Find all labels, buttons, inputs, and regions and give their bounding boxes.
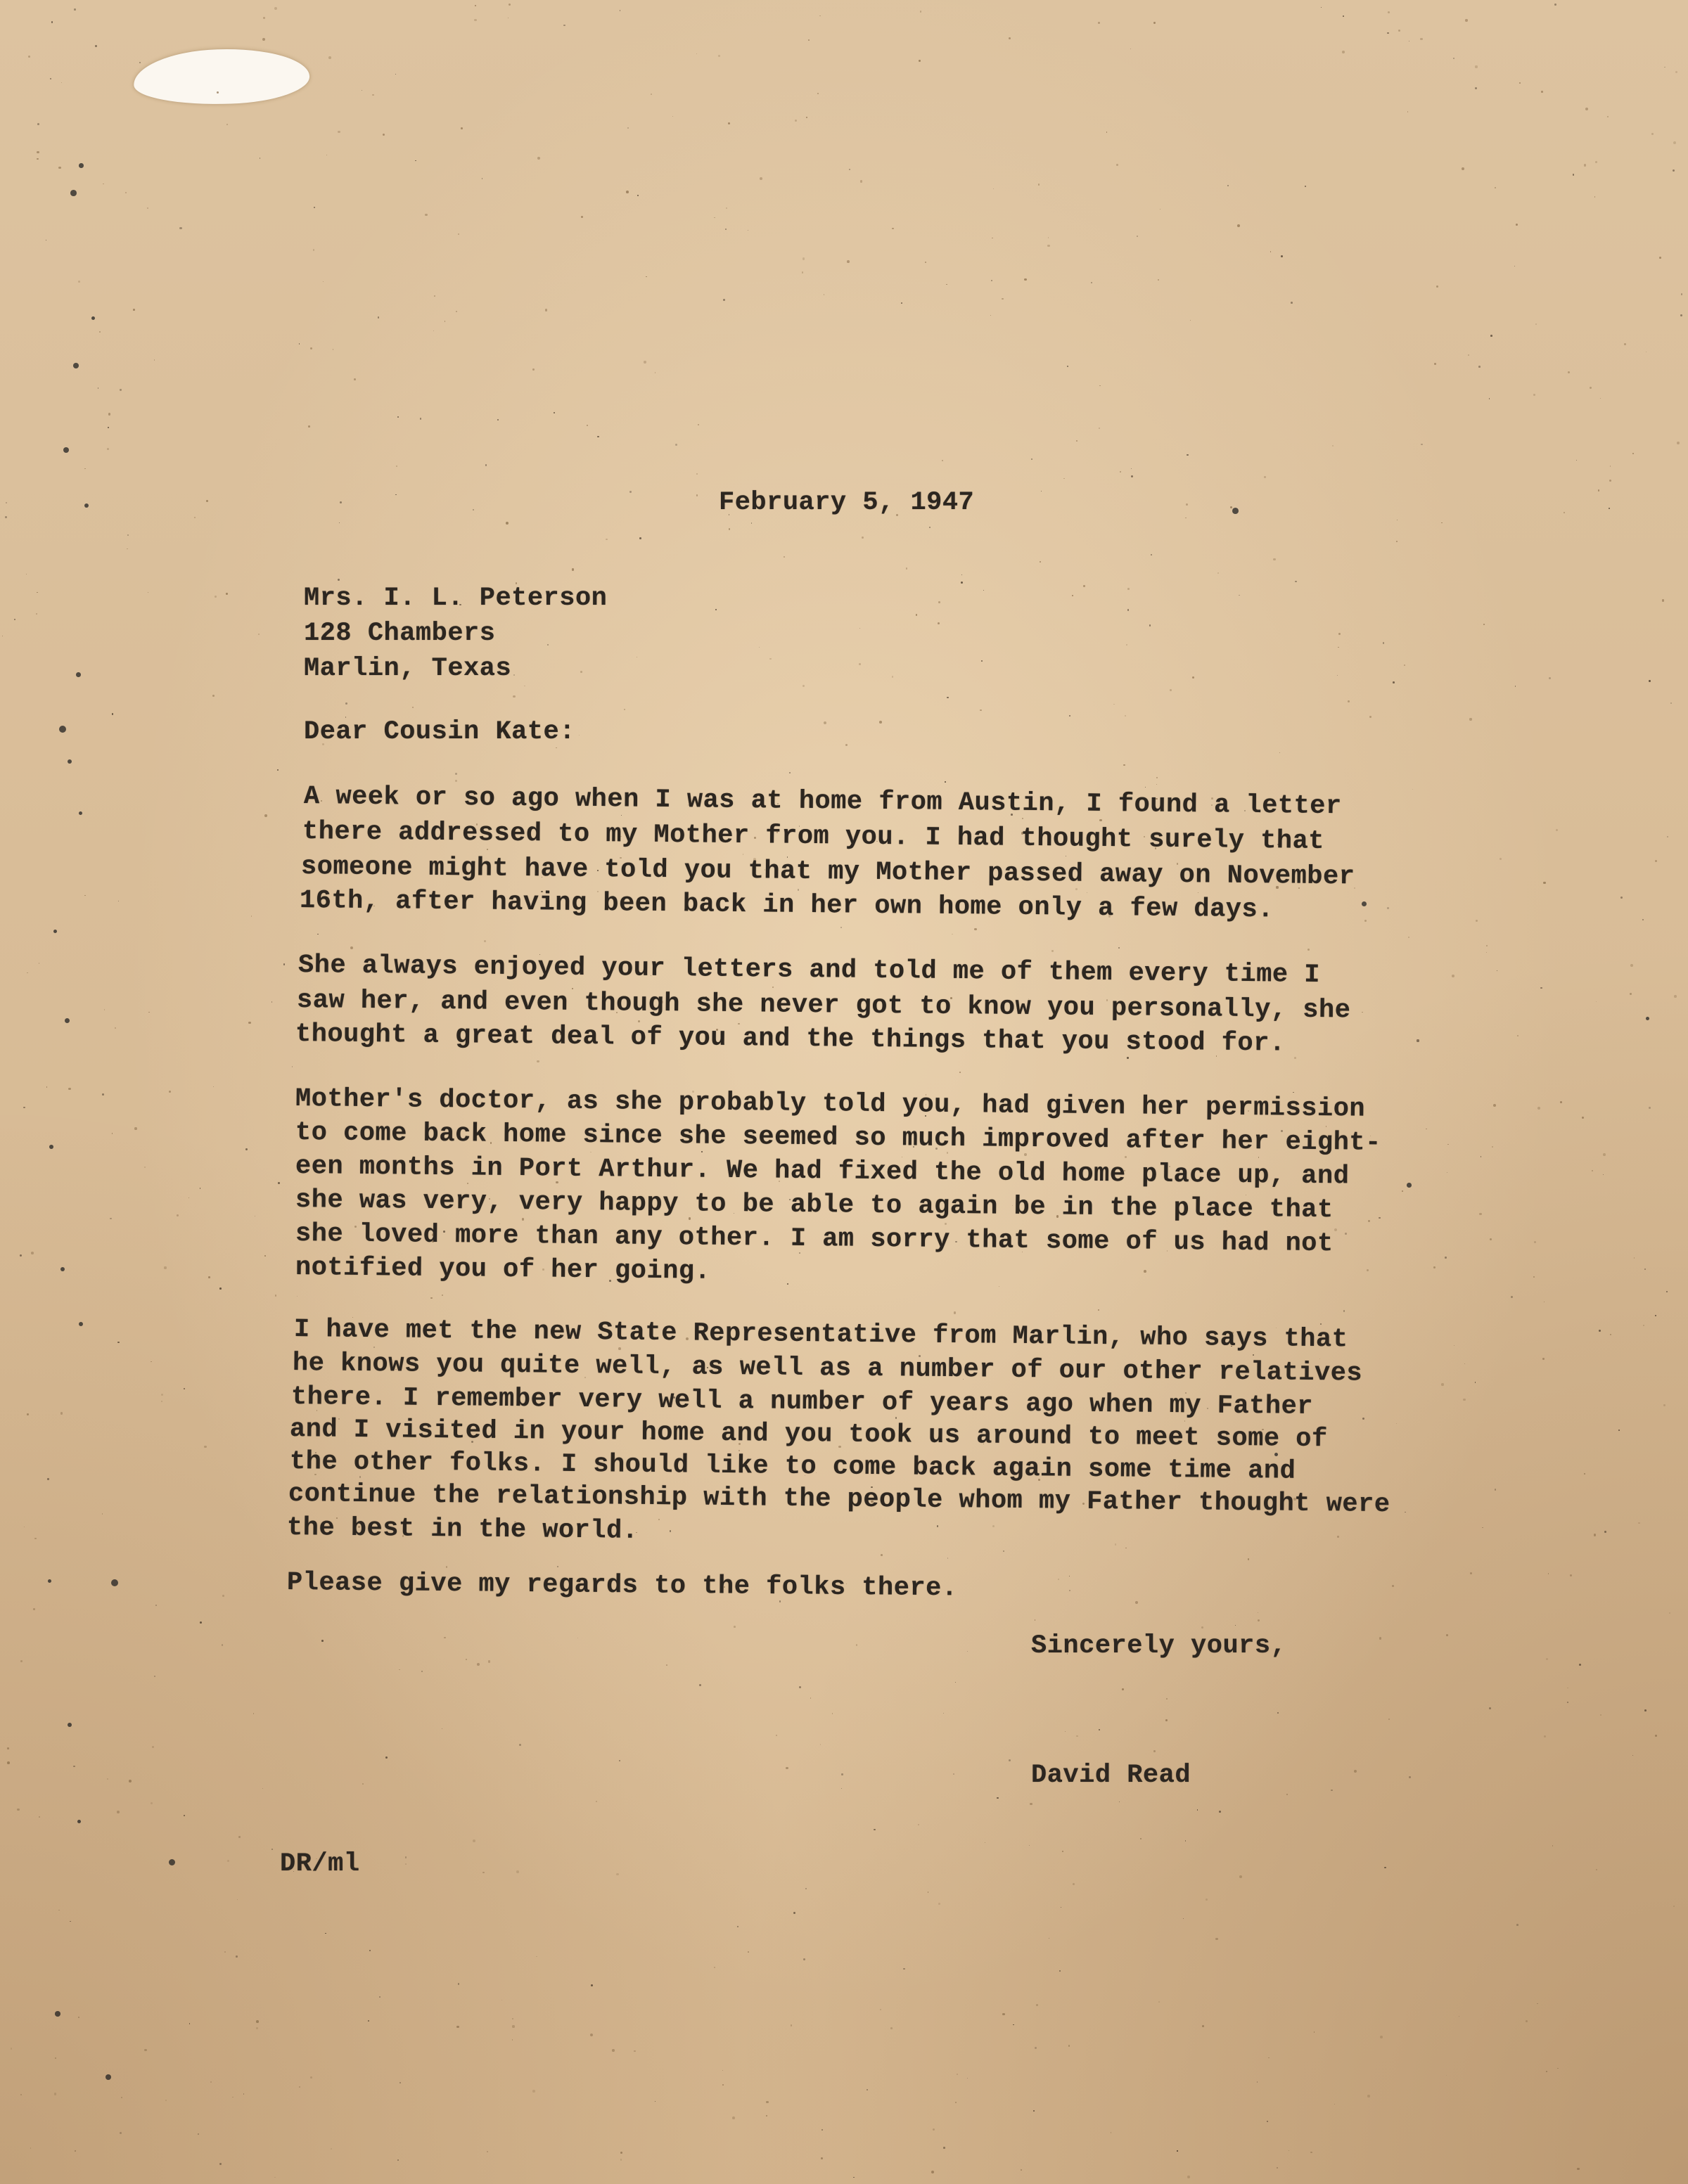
paragraph-4-line-2: he knows you quite well, as well as a number of our other relatives [292, 1349, 1363, 1389]
paragraph-4-line-7: the best in the world. [286, 1513, 639, 1546]
paragraph-5-line-1: Please give my regards to the folks there. [286, 1568, 958, 1604]
paragraph-3-line-1: Mother's doctor, as she probably told you, had given her permission [295, 1084, 1366, 1124]
paragraph-4-line-1: I have met the new State Representative from Marlin, who says that [293, 1315, 1348, 1355]
paragraph-3-line-4: she was very, very happy to be able to again be in the place that [295, 1186, 1334, 1226]
recipient-street: 128 Chambers [304, 619, 496, 648]
paragraph-3-line-2: to come back home since she seemed so much improved after her eight- [295, 1118, 1381, 1158]
paragraph-1-line-1: A week or so ago when I was at home from Austin, I found a letter [303, 782, 1342, 822]
closing: Sincerely yours, [1031, 1631, 1287, 1661]
recipient-name: Mrs. I. L. Peterson [304, 584, 608, 613]
paragraph-3-line-6: notified you of her going. [295, 1253, 711, 1287]
paragraph-4-line-4: and I visited in your home and you took us around to meet some of [289, 1415, 1328, 1455]
signature-name: David Read [1031, 1761, 1191, 1790]
paragraph-2-line-2: saw her, and even though she never got to know you personally, she [296, 986, 1351, 1026]
salutation: Dear Cousin Kate: [304, 717, 575, 747]
letter-date: February 5, 1947 [719, 488, 975, 518]
paragraph-3-line-5: she loved more than any other. I am sorry that some of us had not [295, 1219, 1334, 1259]
paragraph-2-line-3: thought a great deal of you and the things that you stood for. [295, 1020, 1286, 1059]
paragraph-1-line-3: someone might have told you that my Mother passed away on November [300, 852, 1355, 892]
paragraph-1-line-4: 16th, after having been back in her own home only a few days. [299, 886, 1274, 925]
paragraph-2-line-1: She always enjoyed your letters and told me of them every time I [298, 951, 1321, 990]
paragraph-1-line-2: there addressed to my Mother from you. I had thought surely that [302, 817, 1325, 856]
paragraph-4-line-6: continue the relationship with the people whom my Father thought were [288, 1479, 1390, 1520]
paragraph-4-line-3: there. I remember very well a number of years ago when my Father [290, 1382, 1314, 1422]
paragraph-4-line-5: the other folks. I should like to come back again some time and [289, 1447, 1296, 1486]
paragraph-3-line-3: een months in Port Arthur. We had fixed the old home place up, and [295, 1152, 1350, 1192]
reference-initials: DR/ml [280, 1849, 360, 1879]
recipient-city: Marlin, Texas [304, 654, 512, 683]
